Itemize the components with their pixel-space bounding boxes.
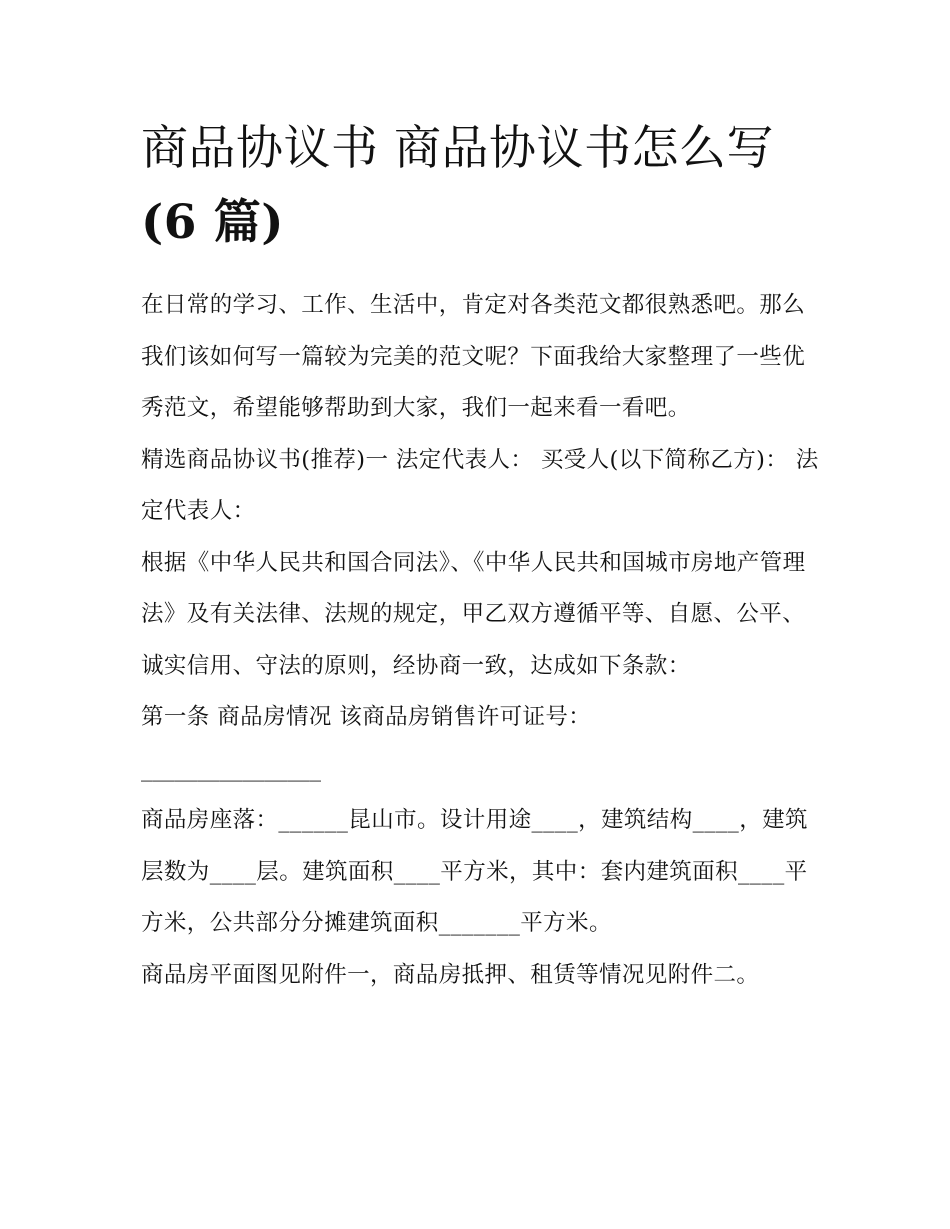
title-count: (6 篇) [141, 195, 285, 250]
attachments-paragraph: 商品房平面图见附件一，商品房抵押、租赁等情况见附件二。 [141, 961, 760, 988]
article-one-heading: 第一条 商品房情况 该商品房销售许可证号： [141, 704, 592, 730]
license-number-blank: ________________ [141, 755, 321, 782]
parties-paragraph: 精选商品协议书(推荐)一 法定代表人： 买受人(以下简称乙方)： 法定代表人： [141, 446, 819, 524]
title-main: 商品协议书 商品协议书怎么写 [141, 121, 774, 176]
document-body [141, 112, 821, 1001]
property-details-paragraph: 商品房座落：______昆山市。设计用途____，建筑结构____，建筑层数为____层。建筑面积____平方米，其中：套内建筑面积____平方米，公共部分分摊建筑面积_______平方米。 [141, 807, 808, 936]
legal-basis-paragraph: 根据《中华人民共和国合同法》、《中华人民共和国城市房地产管理法》及有关法律、法规的规定，甲乙双方遵循平等、自愿、公平、诚实信用、守法的原则，经协商一致，达成如下条款： [141, 549, 806, 679]
document-title [141, 112, 821, 260]
intro-paragraph: 在日常的学习、工作、生活中，肯定对各类范文都很熟悉吧。那么我们该如何写一篇较为完美的范文呢？下面我给大家整理了一些优秀范文，希望能够帮助到大家，我们一起来看一看吧。 [141, 292, 806, 421]
